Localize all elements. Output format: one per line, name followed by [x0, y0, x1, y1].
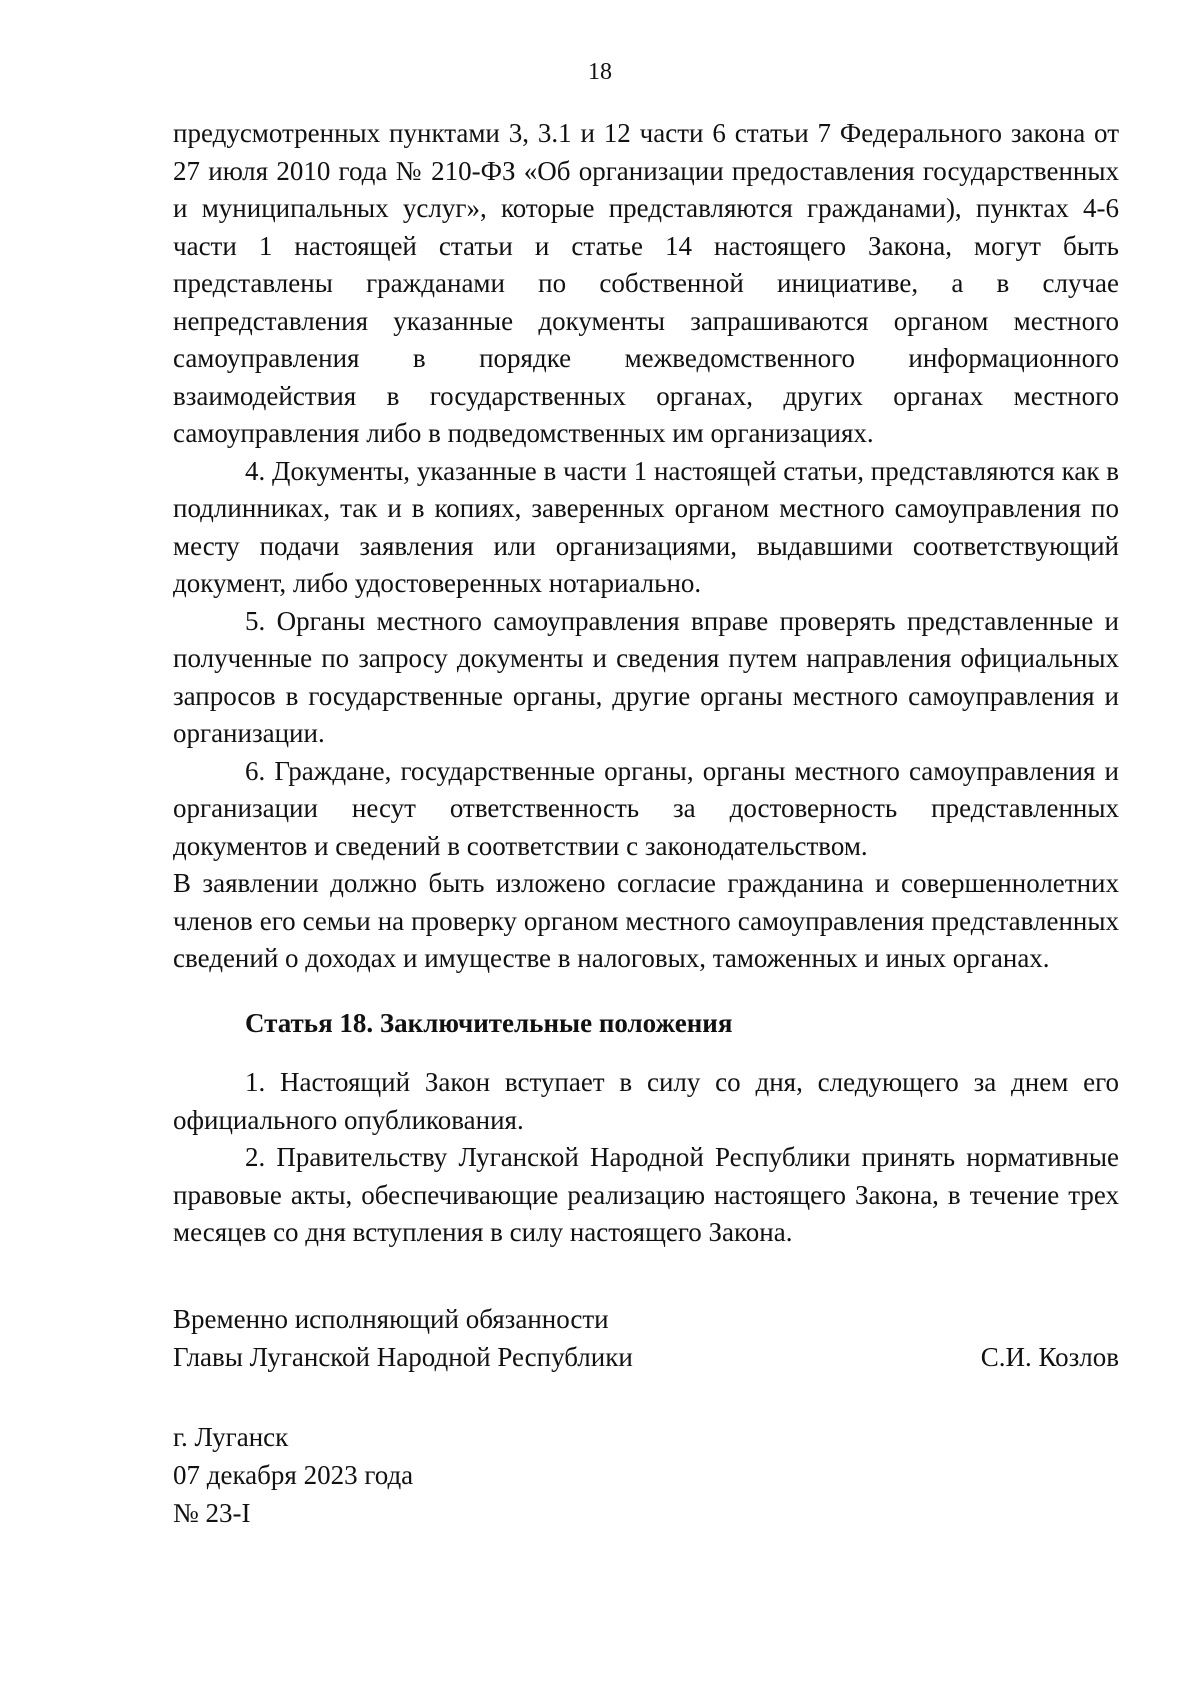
document-body [173, 115, 1119, 1252]
article-paragraph-1: 1. Настоящий Закон вступает в силу со дня, следующего за днем его официального опубликования. [173, 1067, 1119, 1135]
signature-position-line2: Главы Луганской Народной Республики [173, 1342, 633, 1372]
article-paragraph-2: 2. Правительству Луганской Народной Республики принять нормативные правовые акты, обеспечивающие реализацию настоящего Закона, в течение трех месяцев со дня вступления в силу настоящего Закона. [173, 1142, 1119, 1247]
footer-date: 07 декабря 2023 года [173, 1460, 414, 1490]
paragraph-5: 5. Органы местного самоуправления вправе проверять представленные и полученные по запросу документы и сведения путем направления официальных запросов в государственные органы, другие органы местного самоуправления и организации. [173, 605, 1119, 748]
document-footer [173, 1418, 413, 1532]
paragraph-consent: В заявлении должно быть изложено согласие гражданина и совершеннолетних членов его семьи на проверку органом местного самоуправления представленных сведений о доходах и имуществе в налоговых, таможенных и иных органах. [173, 868, 1119, 973]
paragraph-continuation: предусмотренных пунктами 3, 3.1 и 12 части 6 статьи 7 Федерального закона от 27 июля 2010 года № 210-ФЗ «Об организации предоставления государственных и муниципальных услуг», которые представляются гражданами), пунктах 4-6 части 1 настоящей статьи и статье 14 настоящего Закона, могут быть представлены гражданами по собственной инициативе, а в случае непредставления указанные документы запрашиваются органом местного самоуправления в порядке межведомственного информационного взаимодействия в государственных органах, других органах местного самоуправления либо в подведомственных им организациях. [173, 118, 1119, 448]
page-number: 18 [588, 59, 612, 85]
signature-position-line1: Временно исполняющий обязанности [173, 1304, 609, 1334]
footer-number: № 23-I [173, 1498, 251, 1528]
paragraph-4: 4. Документы, указанные в части 1 настоящей статьи, представляются как в подлинниках, так и в копиях, заверенных органом местного самоуправления по месту подачи заявления или организациями, выдавшими соответствующий документ, либо удостоверенных нотариально. [173, 455, 1119, 598]
signature-row [173, 1338, 1119, 1376]
signatory-name: С.И. Козлов [980, 1342, 1119, 1372]
paragraph-6: 6. Граждане, государственные органы, органы местного самоуправления и организации несут ответственность за достоверность представленных документов и сведений в соответствии с законодательством. [173, 755, 1119, 861]
signature-block [173, 1300, 1119, 1376]
footer-city: г. Луганск [173, 1422, 289, 1452]
article-title: Статья 18. Заключительные положения [245, 1007, 733, 1038]
